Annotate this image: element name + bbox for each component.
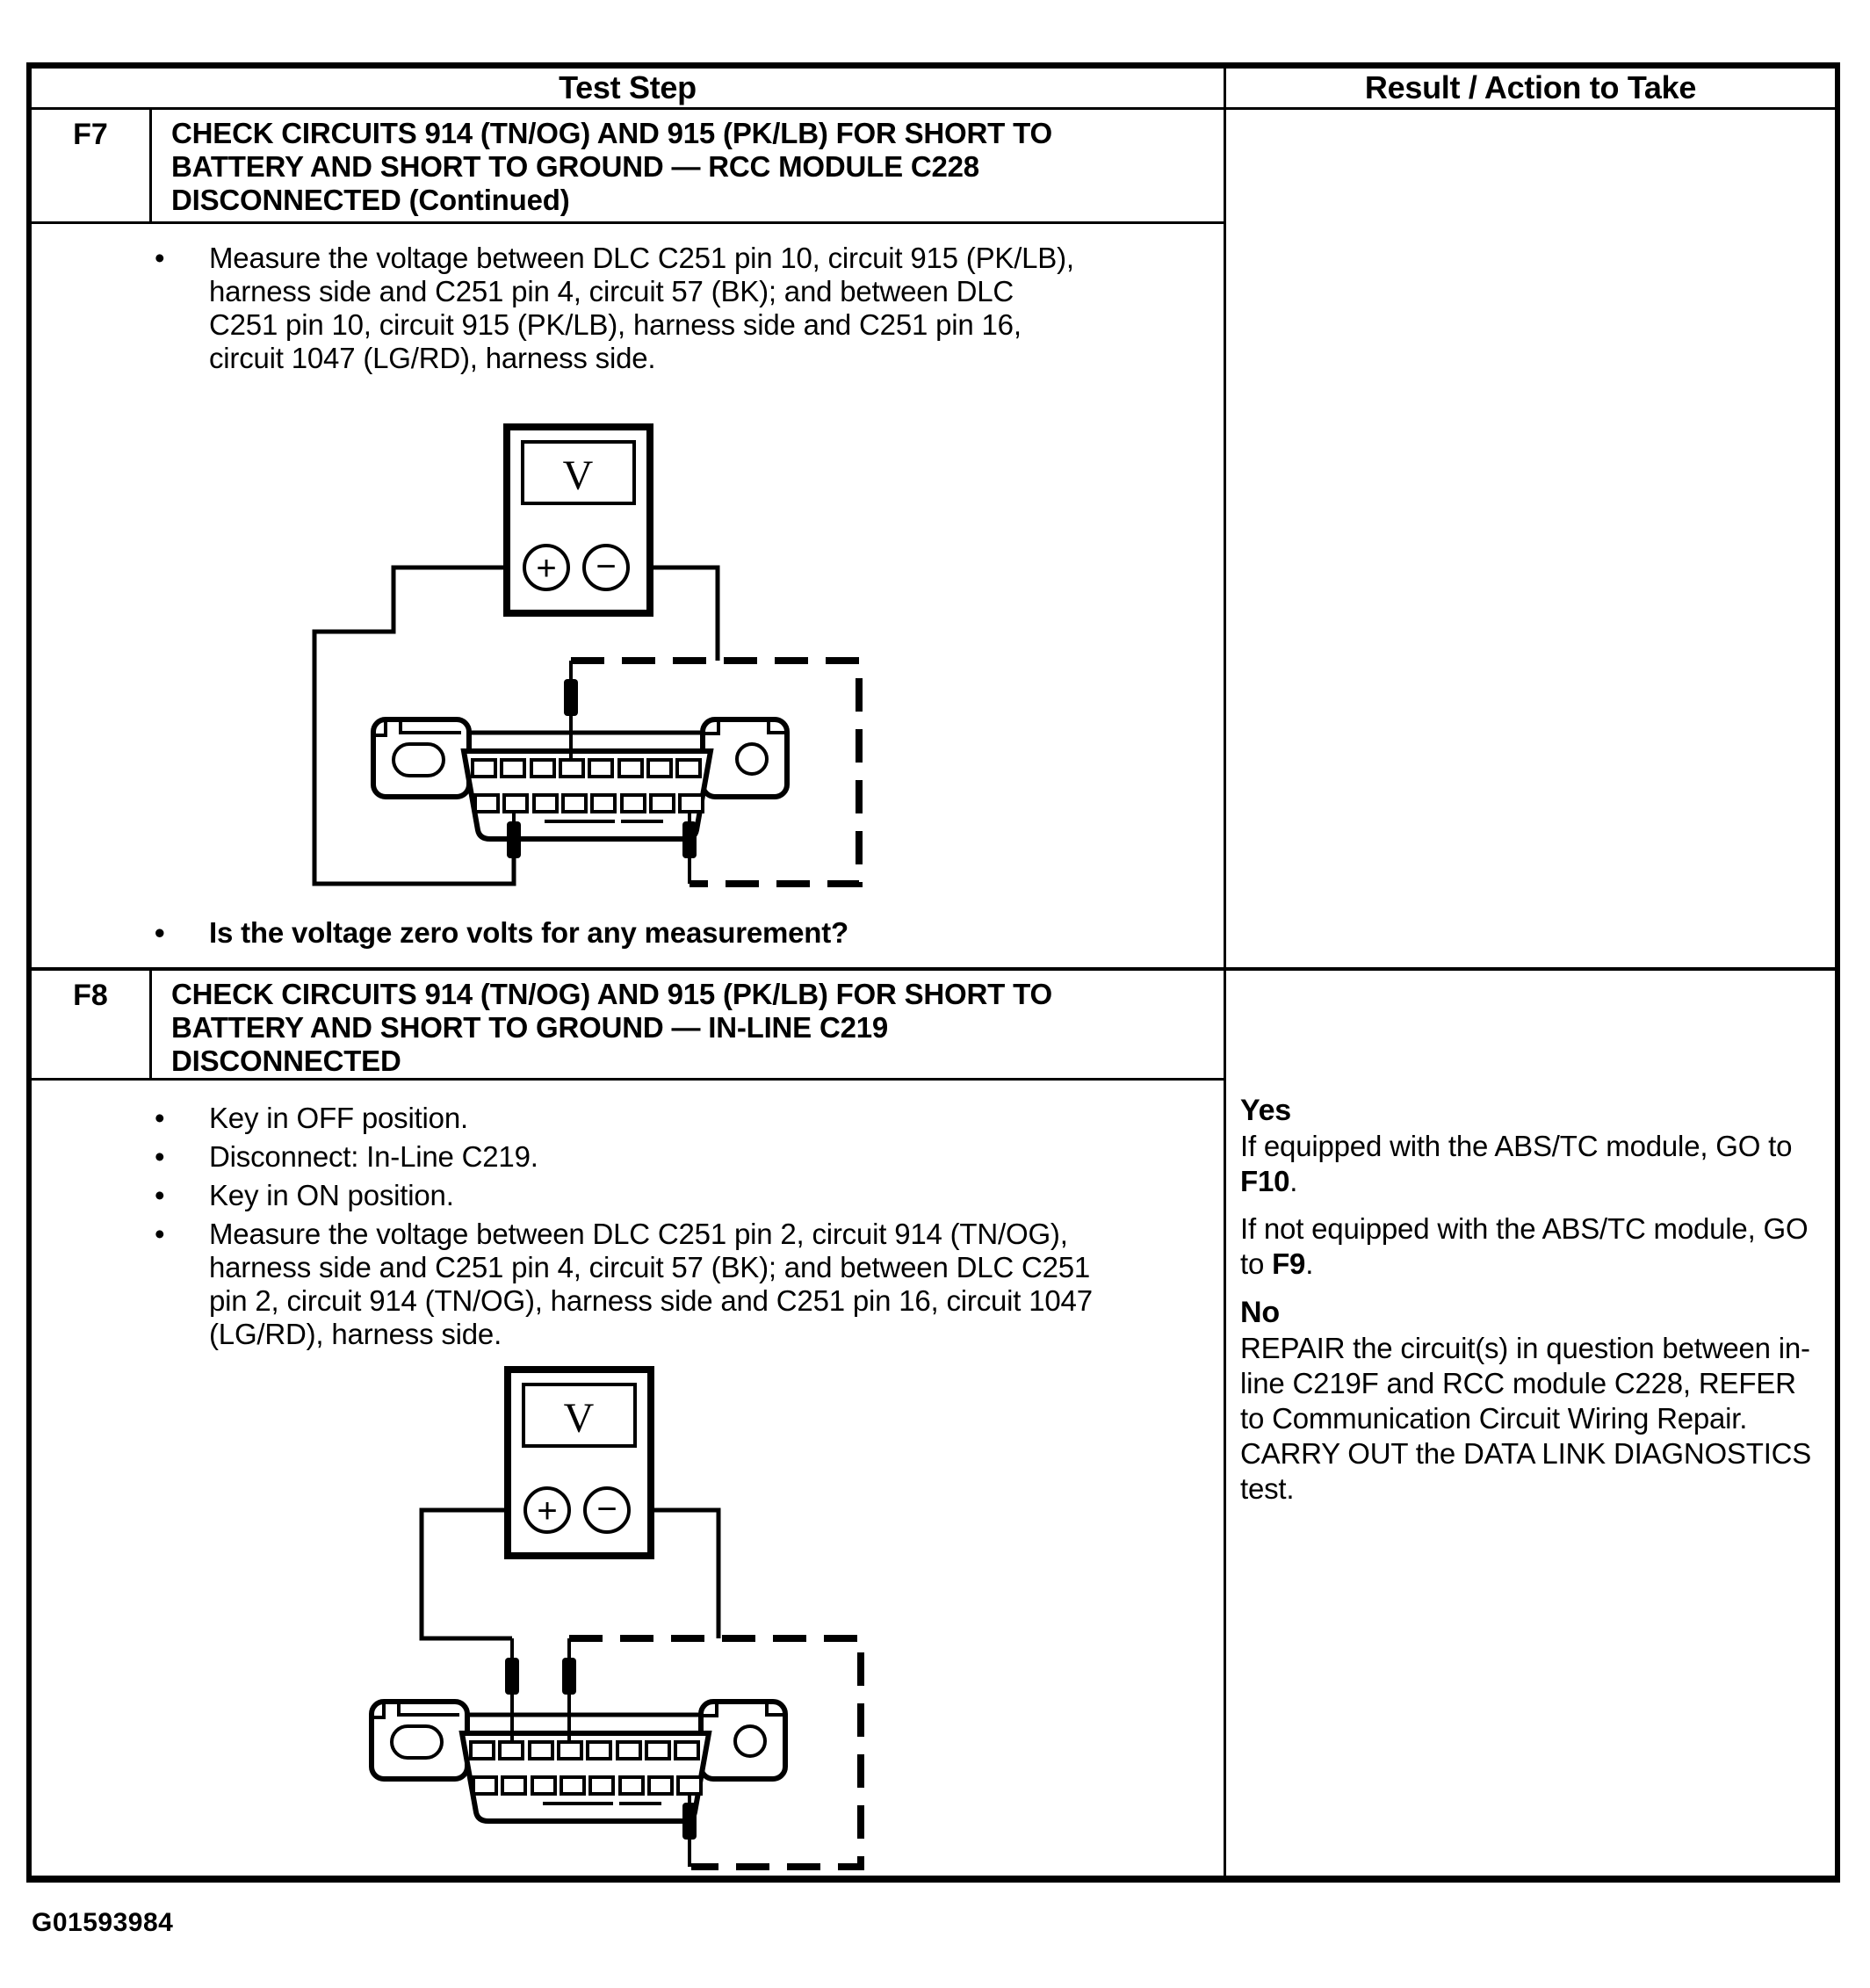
f8-instruction-3 [155,1179,1224,1212]
minus-terminal-label: − [596,1490,617,1529]
f7-voltmeter-dlc-diagram [312,416,892,890]
f8-instruction-2-text: Disconnect: In-Line C219. [209,1140,538,1173]
bullet-icon: • [155,1179,165,1211]
f8-instruction-3-text: Key in ON position. [209,1179,454,1211]
yes-action-2-end: . [1305,1247,1314,1280]
bullet-icon: • [155,915,165,949]
f7-step-id: F7 [32,110,152,221]
f8-content [32,1081,1224,1876]
probe-bottom-right-icon [682,1794,697,1867]
f8-instruction-1 [155,1102,1224,1135]
yes-action-1 [1240,1129,1826,1199]
voltmeter-display-label: V [562,452,594,499]
figure-id: G01593984 [32,1908,174,1937]
plus-terminal-label: + [536,548,557,588]
f8-instruction-4 [155,1218,1224,1351]
test-row-f8 [32,971,1835,1876]
f8-result-content [1226,971,1835,1507]
f8-step-title-text: CHECK CIRCUITS 914 (TN/OG) AND 915 (PK/LB) FOR SHORT TO BATTERY AND SHORT TO GROUND — IN-LINE C219 DISCONNECTED [171,978,1052,1077]
bullet-icon: • [155,1140,165,1173]
f8-instruction-1-text: Key in OFF position. [209,1102,468,1134]
probe-top-left-icon [505,1638,519,1743]
probe-top-icon [564,661,578,762]
plus-terminal-label: + [537,1492,558,1530]
minus-terminal-label: − [596,546,617,586]
yes-action-1-text: If equipped with the ABS/TC module, GO to [1240,1130,1793,1162]
f7-question-text: Is the voltage zero volts for any measurement? [209,915,849,949]
probe-bottom-right-icon [682,813,697,884]
f7-step-title-text: CHECK CIRCUITS 914 (TN/OG) AND 915 (PK/LB) FOR SHORT TO BATTERY AND SHORT TO GROUND — RCC MODULE C228 DISCONNECTED (Continued) [171,116,1052,216]
f8-step-id: F8 [32,971,152,1078]
probe-top-right-icon [562,1638,576,1743]
no-label: No [1240,1296,1280,1329]
yes-action-2-ref: F9 [1272,1247,1306,1280]
test-row-f7 [32,110,1835,971]
f7-question [155,916,1224,950]
yes-action-1-end: . [1289,1165,1298,1197]
voltmeter-display-label: V [563,1395,595,1442]
f7-step-title [152,110,1224,221]
f8-step-title [152,971,1224,1078]
f7-instruction [155,242,1224,375]
no-action: REPAIR the circuit(s) in question between in-line C219F and RCC module C228, REFER to Communication Circuit Wiring Repair. CARRY OUT the DATA LINK DIAGNOSTICS test. [1240,1332,1812,1505]
f7-instruction-text: Measure the voltage between DLC C251 pin 10, circuit 915 (PK/LB), harness side and C251 pin 4, circuit 57 (BK); and between DLC C251 pin 10, circuit 915 (PK/LB), harness side and C251 pin 16, circuit 1047 (LG/RD), harness side. [209,241,1074,374]
dlc-connector-icon [373,719,787,839]
f7-result-cell [1226,110,1835,967]
f8-voltmeter-dlc-diagram [343,1362,887,1876]
f7-content [32,224,1224,950]
yes-action-1-ref: F10 [1240,1165,1290,1197]
f8-result-cell [1226,971,1835,1876]
f8-test-step-cell [32,971,1226,1876]
f7-title-band [32,110,1224,224]
table-header-row [32,69,1835,110]
f8-instruction-2 [155,1140,1224,1174]
bullet-icon: • [155,1102,165,1134]
f8-instruction-4-text: Measure the voltage between DLC C251 pin 2, circuit 914 (TN/OG), harness side and C251 pin 4, circuit 57 (BK); and between DLC C251 pin 2, circuit 914 (TN/OG), harness side and C251 pin 16, circuit 1047 (LG/RD), harness side. [209,1218,1093,1350]
voltmeter-icon [508,1370,651,1556]
dlc-connector-icon [372,1702,785,1821]
f7-test-step-cell [32,110,1226,967]
bullet-icon: • [155,1218,165,1250]
yes-label: Yes [1240,1094,1292,1127]
pinpoint-test-table [26,62,1840,1883]
bullet-icon: • [155,241,165,274]
f8-title-band [32,971,1224,1081]
column-header-test-step: Test Step [32,69,1226,107]
column-header-result-action: Result / Action to Take [1364,69,1697,105]
yes-action-2 [1240,1211,1826,1282]
yes-action-2-text: If not equipped with the ABS/TC module, GO to [1240,1212,1809,1280]
voltmeter-icon [507,427,650,613]
